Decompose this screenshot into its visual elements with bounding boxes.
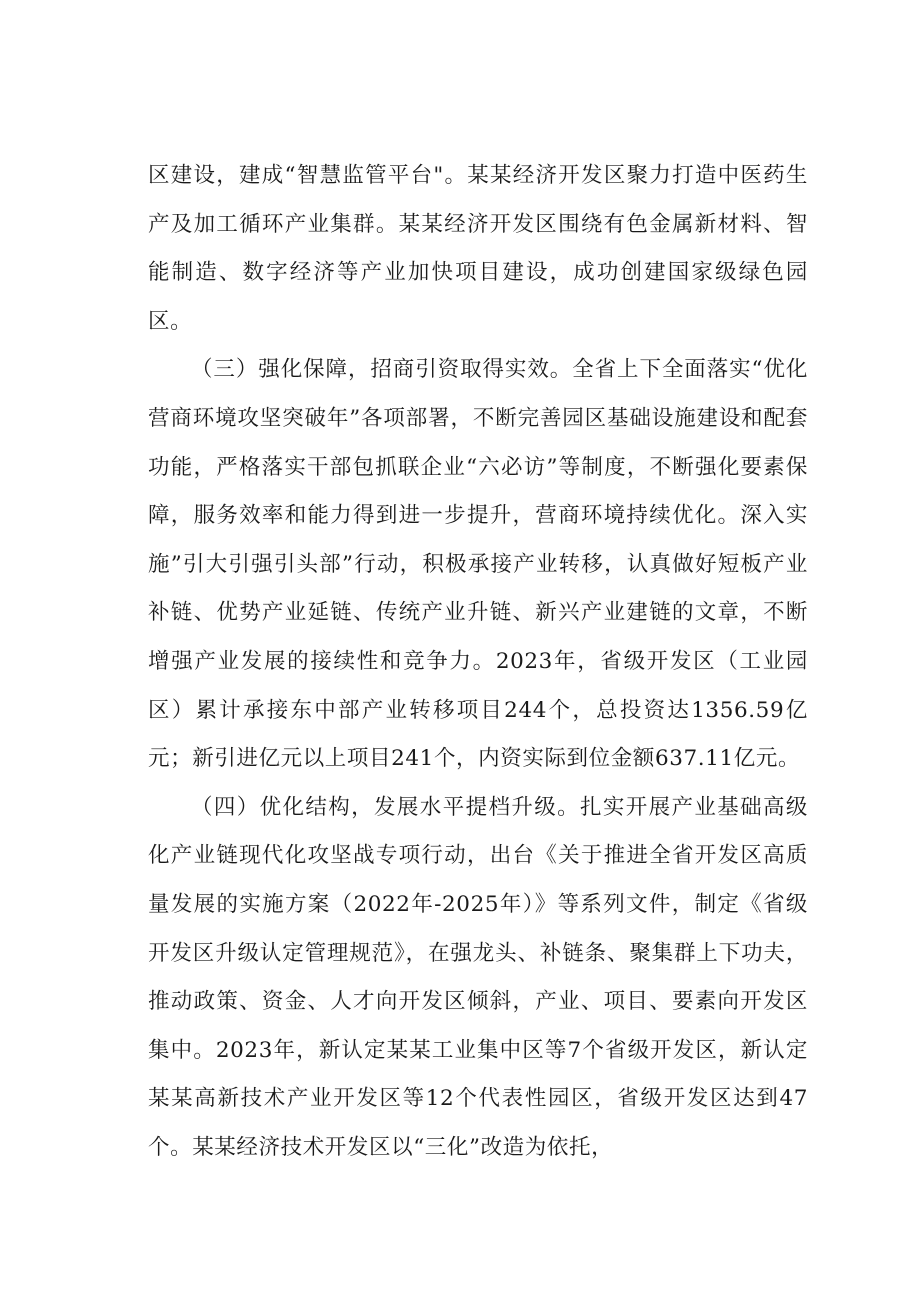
paragraph-structure-optimization: （四）优化结构，发展水平提档升级。扎实开展产业基础高级化产业链现代化攻坚战专项行动，出台《关于推进全省开发区高质量发展的实施方案（2022年-2025年）》等系列文件，制定《省级开发区升级认定管理规范》，在强龙头、补链条、聚集群上下功夫，推动政策、资金、人才向开发区倾斜，产业、项目、要素向开发区集中。2023年，新认定某某工业集中区等7个省级开发区，新认定某某高新技术产业开发区等12个代表性园区，省级开发区达到47个。某某经济技术开发区以“三化”改造为依托， [148, 794, 808, 1160]
document-body [148, 152, 808, 1172]
paragraph-park-construction: 区建设，建成“智慧监管平台"。某某经济开发区聚力打造中医药生产及加工循环产业集群。某某经济开发区围绕有色金属新材料、智能制造、数字经济等产业加快项目建设，成功创建国家级绿色园区。 [148, 163, 808, 334]
paragraph-investment-attraction: （三）强化保障，招商引资取得实效。全省上下全面落实“优化营商环境攻坚突破年”各项部署，不断完善园区基础设施建设和配套功能，严格落实干部包抓联企业“六必访”等制度，不断强化要素保障，服务效率和能力得到进一步提升，营商环境持续优化。深入实施”引大引强引头部”行动，积极承接产业转移，认真做好短板产业补链、优势产业延链、传统产业升链、新兴产业建链的文章，不断增强产业发展的接续性和竞争力。2023年，省级开发区（工业园区）累计承接东中部产业转移项目244个，总投资达1356.59亿元；新引进亿元以上项目241个，内资实际到位金额637.11亿元。 [148, 357, 808, 772]
